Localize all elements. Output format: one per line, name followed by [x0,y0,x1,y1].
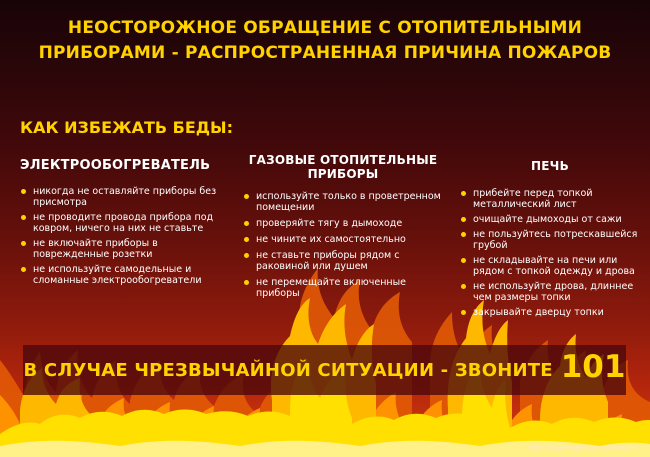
bullet-dot-icon [461,232,466,237]
bullet-dot-icon [244,221,249,226]
column-heading: ЭЛЕКТРООБОГРЕВАТЕЛЬ [20,158,211,173]
bullet-dot-icon [244,280,249,285]
press-service-credit: Пресс-служба Днепропетровской ОГА [529,445,640,451]
list-item: прибейте перед топкой металлический лист [460,188,640,210]
list-item: не используйте самодельные и сломанные электрообогреватели [20,264,225,286]
page-title [10,16,640,66]
list-item: не чините их самостоятельно [243,234,443,245]
emergency-number: 101 [560,349,626,385]
bullet-dot-icon [461,217,466,222]
title-line-2: ПРИБОРАМИ - РАСПРОСТРАНЕННАЯ ПРИЧИНА ПОЖАРОВ [38,43,612,63]
bullet-dot-icon [244,253,249,258]
bullet-dot-icon [244,237,249,242]
bullet-dot-icon [21,267,26,272]
bullet-dot-icon [244,194,249,199]
bullet-dot-icon [461,310,466,315]
list-item: не проводите провода прибора под ковром, ничего на них не ставьте [20,212,225,234]
list-item: не ставьте приборы рядом с раковиной или душем [243,250,443,272]
list-item: никогда не оставляйте приборы без присмотра [20,186,225,208]
tips-list [20,186,225,286]
list-item: не пользуйтесь потрескавшейся грубой [460,229,640,251]
column-gas-heaters [243,153,443,304]
section-subtitle: КАК ИЗБЕЖАТЬ БЕДЫ: [20,118,233,137]
column-heading: ПЕЧЬ [531,159,569,173]
column-stove [460,153,640,322]
bullet-dot-icon [461,284,466,289]
bullet-dot-icon [461,258,466,263]
column-heading: ГАЗОВЫЕ ОТОПИТЕЛЬНЫЕ ПРИБОРЫ [248,153,438,181]
bullet-dot-icon [461,191,466,196]
list-item: используйте только в проветренном помещении [243,191,443,213]
list-item: не используйте дрова, длиннее чем размеры топки [460,281,640,303]
bullet-dot-icon [21,189,26,194]
emergency-text: В СЛУЧАЕ ЧРЕЗВЫЧАЙНОЙ СИТУАЦИИ - ЗВОНИТЕ [23,359,553,381]
list-item: не складывайте на печи или рядом с топкой одежду и дрова [460,255,640,277]
list-item: не перемещайте включенные приборы [243,277,443,299]
list-item: очищайте дымоходы от сажи [460,214,640,225]
emergency-banner [23,345,626,395]
title-line-1: НЕОСТОРОЖНОЕ ОБРАЩЕНИЕ С ОТОПИТЕЛЬНЫМИ [67,18,583,38]
column-electric-heater [20,153,225,290]
bullet-dot-icon [21,215,26,220]
bullet-dot-icon [21,241,26,246]
tips-list [243,191,443,299]
list-item: не включайте приборы в поврежденные розетки [20,238,225,260]
list-item: закрывайте дверцу топки [460,307,640,318]
tips-list [460,188,640,318]
list-item: проверяйте тягу в дымоходе [243,218,443,229]
